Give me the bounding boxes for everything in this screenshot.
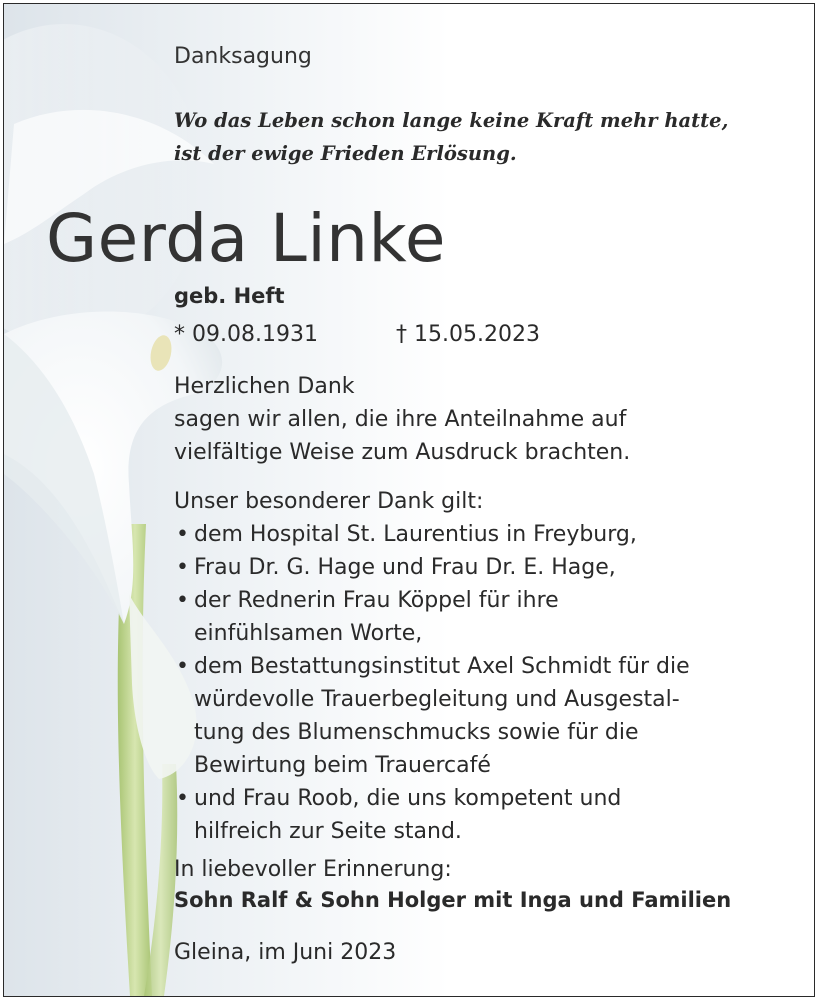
heading-danksagung: Danksagung (174, 44, 312, 69)
life-dates (174, 322, 540, 347)
list-item (174, 551, 690, 584)
list-item (174, 584, 690, 617)
deceased-name: Gerda Linke (46, 200, 446, 277)
thanks-paragraph (174, 370, 630, 469)
list-item-text: Frau Dr. G. Hage und Frau Dr. E. Hage, (194, 555, 616, 580)
signers: Sohn Ralf & Sohn Holger mit Inga und Familien (174, 888, 732, 912)
bullet-icon: • (176, 654, 189, 679)
list-item-text: und Frau Roob, die uns kompetent und (194, 786, 622, 811)
bullet-icon: • (176, 522, 189, 547)
list-item (174, 650, 690, 683)
thanks-line-1: Herzlichen Dank (174, 374, 355, 399)
list-item-text: dem Bestattungsinstitut Axel Schmidt für die (194, 654, 690, 679)
bullet-icon: • (176, 588, 189, 613)
list-item-text: der Rednerin Frau Köppel für ihre (194, 588, 559, 613)
list-item-continuation: einfühlsamen Worte, (194, 621, 423, 646)
list-item (174, 782, 690, 815)
place-date: Gleina, im Juni 2023 (174, 940, 397, 965)
list-item-continuation: würdevolle Trauerbegleitung und Ausgestal- (194, 687, 680, 712)
remembrance-line: In liebevoller Erinnerung: (174, 857, 452, 882)
death-date: † 15.05.2023 (396, 322, 540, 347)
list-item-text: dem Hospital St. Laurentius in Freyburg, (194, 522, 637, 547)
memorial-quote (174, 104, 728, 170)
bullet-icon: • (176, 555, 189, 580)
maiden-name: geb. Heft (174, 284, 285, 308)
list-item-continuation: hilfreich zur Seite stand. (194, 819, 462, 844)
list-item-continuation: tung des Blumenschmucks sowie für die (194, 720, 639, 745)
list-item (174, 518, 690, 551)
thanks-line-2: sagen wir allen, die ihre Anteilnahme auf (174, 407, 627, 432)
special-thanks-list (174, 485, 690, 848)
obituary-card (3, 3, 815, 997)
birth-date: * 09.08.1931 (174, 322, 318, 347)
list-item-continuation: Bewirtung beim Trauercafé (194, 753, 491, 778)
bullet-icon: • (176, 786, 189, 811)
quote-line-2: ist der ewige Frieden Erlösung. (174, 142, 517, 165)
thanks-line-3: vielfältige Weise zum Ausdruck brachten. (174, 440, 631, 465)
special-thanks-intro: Unser besonderer Dank gilt: (174, 489, 484, 514)
quote-line-1: Wo das Leben schon lange keine Kraft mehr hatte, (174, 109, 729, 132)
